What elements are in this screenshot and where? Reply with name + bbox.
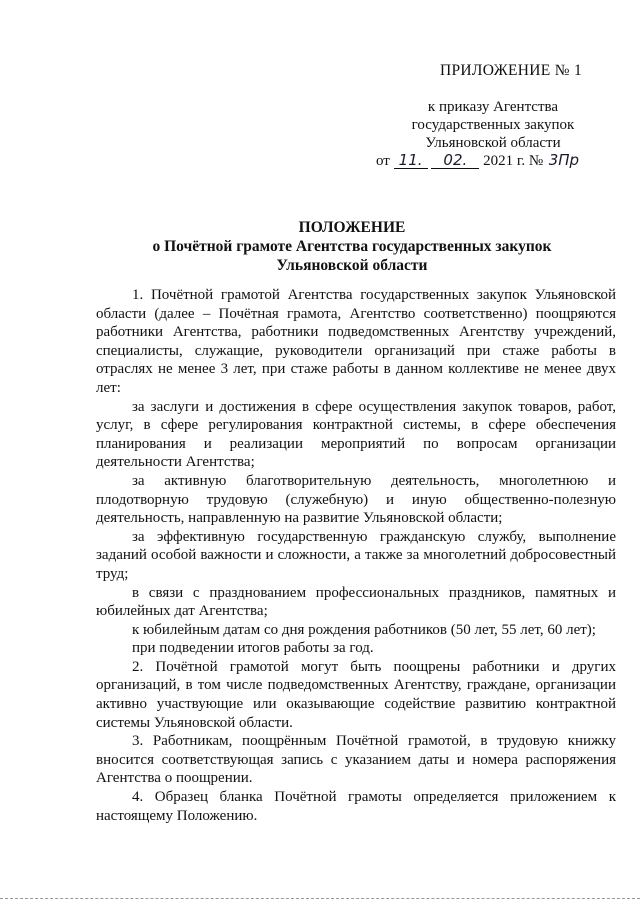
paragraph: за активную благотворительную деятельность, многолетнюю и плодотворную трудовую (служебную) и иную общественно-полезную деятельность, направленную на развитие Ульяновской области; [96,472,616,527]
document-body [96,286,616,825]
order-day: 11. [394,153,428,169]
document-heading [96,218,608,275]
appendix-line-2: государственных закупок [411,117,575,133]
order-year: 2021 г. № [483,153,544,169]
paragraph: 3. Работникам, поощрённым Почётной грамотой, в трудовую книжку вносится соответствующая запись с указанием даты и номера распоряжения Агентства о поощрении. [96,733,616,787]
paragraph: за заслуги и достижения в сфере осуществления закупок товаров, работ, услуг, в сфере регулирования контрактной системы, в сфере обеспечения планирования и реализации мероприятий по вопросам организации деятельности Агентства; [96,398,616,471]
page-bottom-edge [0,898,640,899]
paragraph: 4. Образец бланка Почётной грамоты определяется приложением к настоящему Положению. [96,789,616,824]
appendix-title: ПРИЛОЖЕНИЕ № 1 [439,62,583,79]
paragraph: при подведении итогов работы за год. [132,640,374,657]
paragraph: в связи с празднованием профессиональных праздников, памятных и юбилейных дат Агентства; [96,584,616,620]
appendix-line-3: Ульяновской области [425,135,561,151]
appendix-block [368,62,618,170]
order-number: 3Пр [548,151,580,169]
order-line [368,152,618,170]
paragraph: 2. Почётной грамотой могут быть поощрены работники и других организаций, в том числе подведомственных Агентству, граждане, организации активно участвующие или оказывающие содействие развитию контрактной системы Ульяновской области. [96,658,616,731]
paragraph: к юбилейным датам со дня рождения работников (50 лет, 55 лет, 60 лет); [132,621,596,638]
appendix-line-1: к приказу Агентства [427,99,559,115]
order-prefix: от [376,153,390,169]
heading-line-1: ПОЛОЖЕНИЕ [298,219,406,236]
paragraph: за эффективную государственную гражданскую службу, выполнение заданий особой важности и сложности, а также за многолетний добросовестный труд; [96,528,616,582]
heading-line-3: Ульяновской области [276,257,428,274]
order-month: 02. [431,153,479,169]
heading-line-2: о Почётной грамоте Агентства государственных закупок [152,238,552,255]
paragraph: 1. Почётной грамотой Агентства государственных закупок Ульяновской области (далее – Почётная грамота, Агентство соответственно) поощряются работники Агентства, работники подведомственных Агентству учреждений, специалисты, служащие, руководители организаций при стаже работы в отраслях не менее 3 лет, при стаже работы в данном коллективе не менее двух лет: [96,287,616,396]
